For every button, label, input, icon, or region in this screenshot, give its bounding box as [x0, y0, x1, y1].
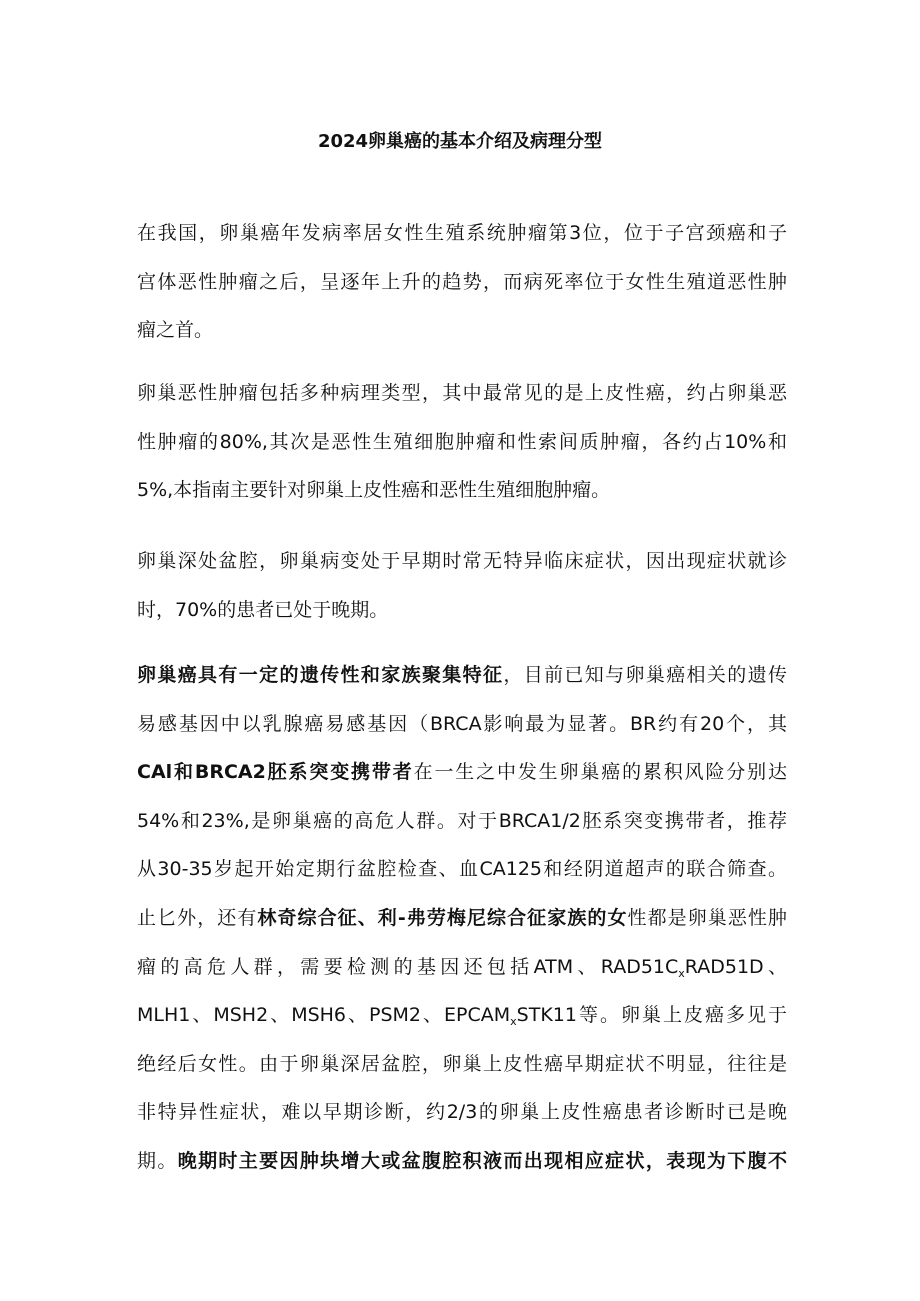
paragraph-line: 时，70%的患者已处于晚期。 [137, 598, 389, 621]
paragraph-line [137, 748, 787, 797]
bold-phrase: CAl和BRCA2胚系突变携带者 [137, 761, 414, 784]
paragraph-line [137, 894, 787, 943]
text-run: 止匕外，还有 [137, 906, 258, 929]
subscript: x [678, 966, 685, 980]
text-run: 期。 [137, 1149, 178, 1172]
paragraph-incidence [137, 209, 787, 355]
paragraph-line: 5%,本指南主要针对卵巢上皮性癌和恶性生殖细胞肿瘤。 [137, 479, 611, 502]
paragraph-line: 瘤之首。 [137, 319, 214, 342]
subscript: x [510, 1015, 517, 1029]
paragraph-line: 性肿瘤的80%,其次是恶性生殖细胞肿瘤和性索间质肿瘤，各约占10%和 [137, 430, 787, 453]
paragraph-line: 绝经后女性。由于卵巢深居盆腔，卵巢上皮性癌早期症状不明显，往往是 [137, 1052, 787, 1075]
paragraph-line [137, 943, 787, 992]
text-run: RAD51D、 [684, 955, 787, 978]
text-run: MLH1、MSH2、MSH6、PSM2、EPCAM [137, 1004, 511, 1027]
paragraph-line: 宫体恶性肿瘤之后，呈逐年上升的趋势，而病死率位于女性生殖道恶性肿 [137, 270, 787, 293]
paragraph-line: 卵巢恶性肿瘤包括多种病理类型，其中最常见的是上皮性癌，约占卵巢恶 [137, 382, 787, 404]
text-run: 瘤的高危人群，需要检测的基因还包括ATM、RAD51C [137, 955, 679, 978]
paragraph-line [137, 991, 787, 1040]
paragraph-line: 非特异性症状，难以早期诊断，约2/3的卵巢上皮性癌患者诊断时已是晚 [137, 1101, 787, 1124]
bold-phrase: 卵巢癌具有一定的遗传性和家族聚集特征 [137, 664, 504, 686]
text-run: 性都是卵巢恶性肿 [627, 906, 787, 929]
paragraph-line [137, 651, 787, 700]
paragraph-genetics [137, 651, 787, 1186]
paragraph-line: 从30-35岁起开始定期行盆腔检查、血CA125和经阴道超声的联合筛查。 [137, 858, 787, 881]
bold-phrase: 晚期时主要因肿块增大或盆腹腔积液而出现相应症状，表现为下腹不 [177, 1149, 787, 1172]
text-run: 在一生之中发生卵巢癌的累积风险分别达 [413, 761, 787, 784]
paragraph-line: 卵巢深处盆腔，卵巢病变处于早期时常无特异临床症状，因出现症状就诊 [137, 550, 787, 572]
paragraph-late-diagnosis [137, 537, 787, 634]
paragraph-line: 在我国，卵巢癌年发病率居女性生殖系统肿瘤第3位，位于子宫颈癌和子 [137, 222, 787, 244]
paragraph-line [137, 1137, 787, 1186]
text-run: ，目前已知与卵巢癌相关的遗传 [503, 664, 787, 686]
bold-phrase: 林奇综合征、利-弗劳梅尼综合征家族的女 [257, 906, 628, 929]
document-title: 2024卵巢癌的基本介绍及病理分型 [317, 131, 603, 152]
text-run: STK11等。卵巢上皮癌多见于 [516, 1004, 787, 1027]
paragraph-pathology-types [137, 369, 787, 515]
paragraph-line: 54%和23%,是卵巢癌的高危人群。对于BRCA1/2胚系突变携带者，推荐 [137, 809, 787, 832]
paragraph-line: 易感基因中以乳腺癌易感基因（BRCA影响最为显著。BR约有20个，其 [137, 712, 787, 735]
